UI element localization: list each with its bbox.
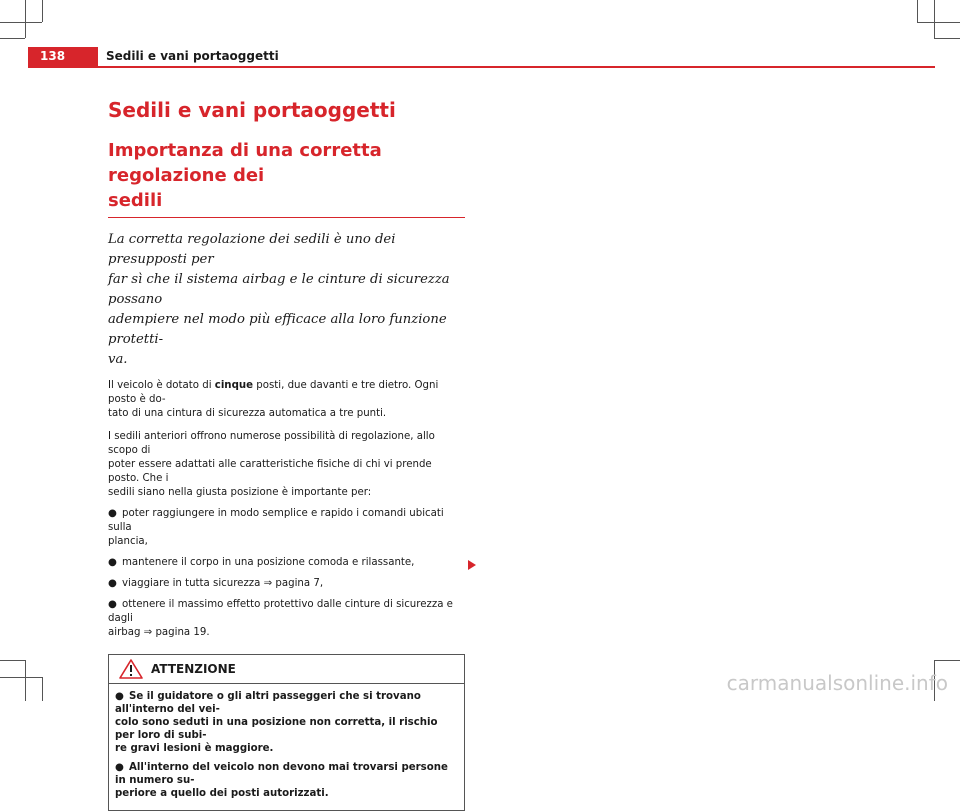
- warning-header: [109, 655, 464, 684]
- warning-label: ATTENZIONE: [151, 662, 236, 676]
- list-item: [108, 577, 465, 591]
- crop-mark: [0, 677, 42, 678]
- list-item-text: mantenere il corpo in una posizione comoda e rilassante,: [122, 557, 415, 568]
- crop-mark: [934, 660, 960, 661]
- crop-mark: [934, 0, 935, 38]
- section-title: [108, 138, 465, 213]
- bullet-icon: ●: [108, 508, 117, 519]
- crop-mark: [917, 22, 960, 23]
- warning-text: re gravi lesioni è maggiore.: [115, 743, 274, 754]
- bullet-icon: ●: [115, 762, 124, 773]
- warning-box: [108, 654, 465, 811]
- header-rule: [28, 66, 935, 68]
- continue-arrow-icon: [467, 559, 477, 571]
- text-run: Il veicolo è dotato di: [108, 380, 215, 391]
- warning-body: [109, 684, 464, 810]
- warning-item: [115, 761, 458, 800]
- text-run: poter essere adattati alle caratteristiche fisiche di chi vi prende posto. Che i: [108, 459, 432, 484]
- crop-mark: [917, 0, 918, 22]
- lead-line: far sì che il sistema airbag e le cinture di sicurezza possano: [108, 272, 450, 307]
- paragraph: [108, 379, 465, 421]
- crop-mark: [0, 660, 25, 661]
- lead-paragraph: [108, 230, 465, 370]
- section-title-line: Importanza di una corretta regolazione dei: [108, 140, 382, 186]
- bullet-icon: ●: [108, 557, 117, 568]
- list-item-text: airbag ⇒ pagina 19.: [108, 627, 210, 638]
- warning-triangle-icon: [119, 659, 143, 679]
- chapter-title: Sedili e vani portaoggetti: [108, 98, 396, 122]
- bullet-icon: ●: [108, 578, 117, 589]
- watermark: carmanualsonline.info: [726, 671, 948, 695]
- running-title: Sedili e vani portaoggetti: [106, 49, 279, 63]
- crop-mark: [42, 677, 43, 701]
- list-item: [108, 598, 465, 640]
- warning-text: All'interno del veicolo non devono mai trovarsi persone in numero su-: [115, 762, 448, 786]
- bullet-icon: ●: [108, 599, 117, 610]
- warning-text: periore a quello dei posti autorizzati.: [115, 788, 329, 799]
- section-title-line: sedili: [108, 190, 163, 211]
- warning-text: Se il guidatore o gli altri passeggeri che si trovano all'interno del vei-: [115, 691, 421, 715]
- crop-mark: [25, 660, 26, 701]
- lead-line: adempiere nel modo più efficace alla loro funzione protetti-: [108, 312, 447, 347]
- list-item-text: viaggiare in tutta sicurezza ⇒ pagina 7,: [122, 578, 324, 589]
- text-run: I sedili anteriori offrono numerose possibilità di regolazione, allo scopo di: [108, 431, 435, 456]
- paragraph: [108, 430, 465, 500]
- crop-mark: [25, 0, 26, 38]
- list-item: [108, 556, 465, 570]
- list-item-text: ottenere il massimo effetto protettivo dalle cinture di sicurezza e dagli: [108, 599, 453, 624]
- text-run: tato di una cintura di sicurezza automatica a tre punti.: [108, 408, 387, 419]
- text-run: posti, due davanti e tre dietro. Ogni posto è do-: [108, 380, 439, 405]
- page-number: 138: [28, 47, 98, 66]
- lead-line: La corretta regolazione dei sedili è uno dei presupposti per: [108, 232, 396, 267]
- main-content: [108, 96, 465, 811]
- list-item-text: plancia,: [108, 536, 148, 547]
- warning-item: [115, 690, 458, 755]
- bold-term: cinque: [214, 380, 254, 391]
- crop-mark: [934, 38, 960, 39]
- crop-mark: [0, 22, 42, 23]
- section-rule: [108, 217, 465, 218]
- bullet-icon: ●: [115, 691, 124, 702]
- crop-mark: [42, 0, 43, 22]
- crop-mark: [0, 38, 25, 39]
- lead-line: va.: [108, 352, 128, 367]
- warning-text: colo sono seduti in una posizione non corretta, il rischio per loro di subi-: [115, 717, 438, 741]
- list-item: [108, 507, 465, 549]
- list-item-text: poter raggiungere in modo semplice e rapido i comandi ubicati sulla: [108, 508, 444, 533]
- text-run: sedili siano nella giusta posizione è importante per:: [108, 487, 372, 498]
